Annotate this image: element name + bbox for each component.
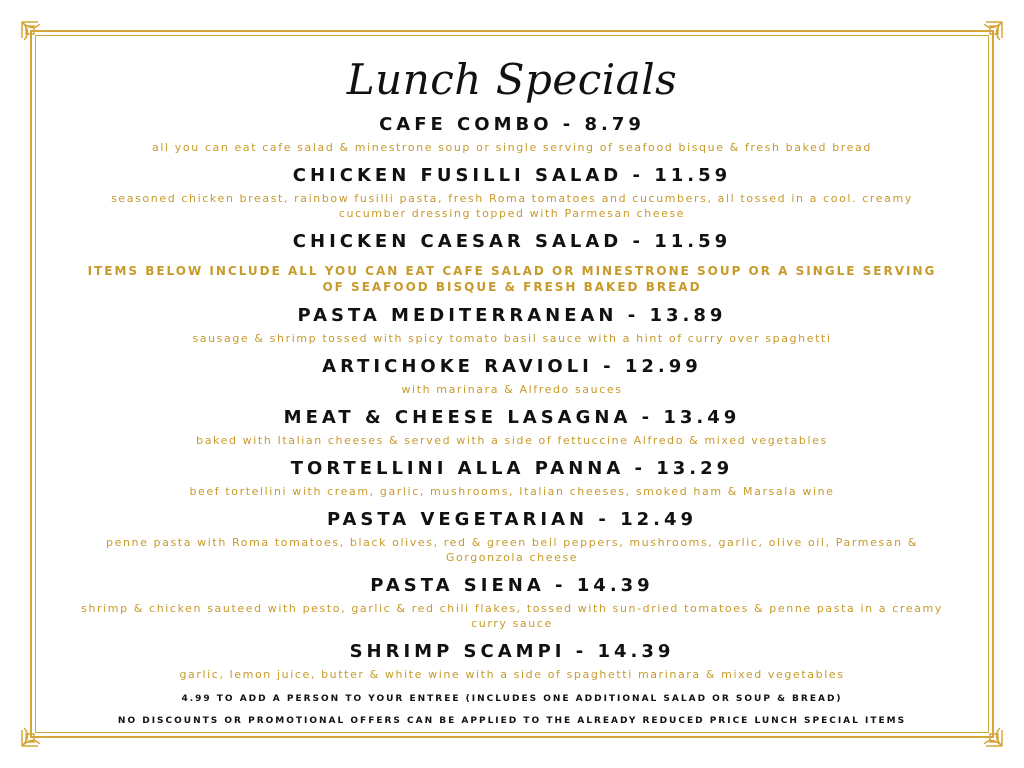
menu-item-description: beef tortellini with cream, garlic, mushrooms, Italian cheeses, smoked ham & Marsala wine xyxy=(189,485,835,498)
menu-item-description: with marinara & Alfredo sauces xyxy=(401,383,623,396)
menu-item-name: ARTICHOKE RAVIOLI - 12.99 xyxy=(322,356,702,377)
menu-item-name: CHICKEN CAESAR SALAD - 11.59 xyxy=(292,231,732,252)
page-title: Lunch Specials xyxy=(346,55,678,104)
menu-item-name: MEAT & CHEESE LASAGNA - 13.49 xyxy=(283,407,741,428)
menu-item-description: garlic, lemon juice, butter & white wine with a side of spaghetti marinara & mixed vegetables xyxy=(179,668,845,681)
ornate-corner-icon xyxy=(18,710,58,750)
menu-item-description: penne pasta with Roma tomatoes, black olives, red & green bell peppers, mushrooms, garlic, olive oil, Parmesan & Gorgonzola cheese xyxy=(106,536,918,564)
menu-item-name: PASTA MEDITERRANEAN - 13.89 xyxy=(297,305,727,326)
menu-item-description: seasoned chicken breast, rainbow fusilli pasta, fresh Roma tomatoes and cucumbers, all tossed in a cool. creamy cucumber dressing topped with Parmesan cheese xyxy=(111,192,913,220)
menu-item-name: CAFE COMBO - 8.79 xyxy=(379,114,645,135)
menu-item-description: all you can eat cafe salad & minestrone soup or single serving of seafood bisque & fresh baked bread xyxy=(152,141,872,154)
ornate-corner-icon xyxy=(18,18,58,58)
menu-item-name: PASTA VEGETARIAN - 12.49 xyxy=(326,509,698,530)
ornate-corner-icon xyxy=(966,18,1006,58)
inclusion-notice: ITEMS BELOW INCLUDE ALL YOU CAN EAT CAFE SALAD OR MINESTRONE SOUP OR A SINGLE SERVING OF SEAFOOD BISQUE & FRESH BAKED BREAD xyxy=(87,264,937,294)
menu-item-description: baked with Italian cheeses & served with a side of fettuccine Alfredo & mixed vegetables xyxy=(196,434,828,447)
ornate-corner-icon xyxy=(966,710,1006,750)
menu-item-description: shrimp & chicken sauteed with pesto, garlic & red chili flakes, tossed with sun-dried tomatoes & penne pasta in a creamy curry sauce xyxy=(81,602,943,630)
menu-content xyxy=(80,52,944,728)
menu-item-description: sausage & shrimp tossed with spicy tomato basil sauce with a hint of curry over spaghetti xyxy=(192,332,832,345)
no-discounts-note: NO DISCOUNTS OR PROMOTIONAL OFFERS CAN BE APPLIED TO THE ALREADY REDUCED PRICE LUNCH SPECIAL ITEMS xyxy=(117,716,907,726)
menu-item-name: SHRIMP SCAMPI - 14.39 xyxy=(349,641,675,662)
menu-item-name: CHICKEN FUSILLI SALAD - 11.59 xyxy=(292,165,732,186)
add-person-note: 4.99 TO ADD A PERSON TO YOUR ENTREE (INCLUDES ONE ADDITIONAL SALAD OR SOUP & BREAD) xyxy=(181,694,843,704)
menu-item-name: TORTELLINI ALLA PANNA - 13.29 xyxy=(290,458,734,479)
menu-item-name: PASTA SIENA - 14.39 xyxy=(370,575,654,596)
